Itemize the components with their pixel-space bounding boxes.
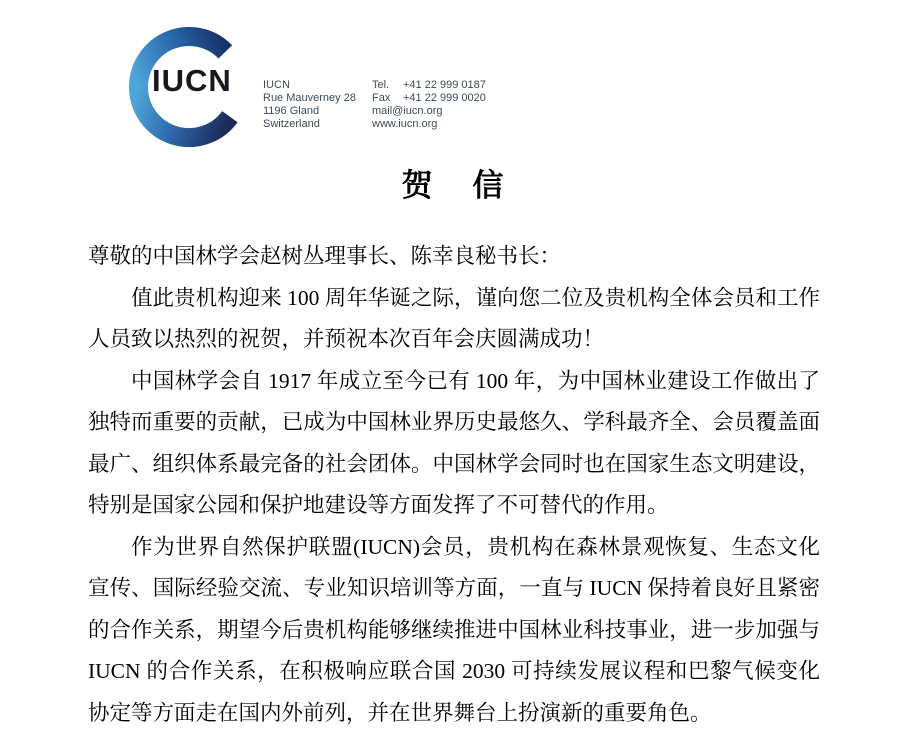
address-line: IUCN bbox=[263, 79, 290, 91]
address-line: Switzerland bbox=[263, 118, 320, 130]
letter-body bbox=[88, 236, 820, 734]
letterhead-contact bbox=[372, 79, 486, 131]
address-line: Rue Mauverney 28 bbox=[263, 92, 356, 104]
fax-label: Fax bbox=[372, 92, 391, 104]
email-address[interactable]: mail@iucn.org bbox=[372, 105, 443, 117]
fax-number: +41 22 999 0020 bbox=[403, 92, 486, 104]
tel-number: +41 22 999 0187 bbox=[403, 79, 486, 91]
letter-title: 贺 信 bbox=[401, 168, 504, 203]
iucn-logo-text: IUCN bbox=[152, 63, 232, 98]
letter-paragraphs bbox=[88, 278, 820, 735]
fax-row bbox=[372, 92, 486, 105]
website-url[interactable]: www.iucn.org bbox=[372, 118, 438, 130]
letter-paragraph: 值此贵机构迎来 100 周年华诞之际，谨向您二位及贵机构全体会员和工作人员致以热烈的祝贺，并预祝本次百年会庆圆满成功！ bbox=[88, 285, 820, 351]
address-line: 1196 Gland bbox=[263, 105, 320, 117]
letterhead-address bbox=[263, 79, 356, 131]
letter-greeting: 尊敬的中国林学会赵树丛理事长、陈幸良秘书长： bbox=[88, 244, 562, 268]
tel-row bbox=[372, 79, 486, 92]
letter-paragraph: 中国林学会自 1917 年成立至今已有 100 年，为中国林业建设工作做出了独特而重要的贡献，已成为中国林业界历史最悠久、学科最齐全、会员覆盖面最广、组织体系最完备的社会团体。中国林学会同时也在国家生态文明建设，特别是国家公园和保护地建设等方面发挥了不可替代的作用。 bbox=[88, 368, 820, 517]
tel-label: Tel. bbox=[372, 79, 390, 91]
iucn-logo bbox=[129, 27, 250, 148]
letter-paragraph: 作为世界自然保护联盟(IUCN)会员，贵机构在森林景观恢复、生态文化宣传、国际经验交流、专业知识培训等方面，一直与 IUCN 保持着良好且紧密的合作关系，期望今后贵机构能够继续推进中国林业科技事业，进一步加强与 IUCN 的合作关系，在积极响应联合国 2030 可持续发展议程和巴黎气候变化协定等方面走在国内外前列，并在世界舞台上扮演新的重要角色。 bbox=[88, 534, 820, 725]
